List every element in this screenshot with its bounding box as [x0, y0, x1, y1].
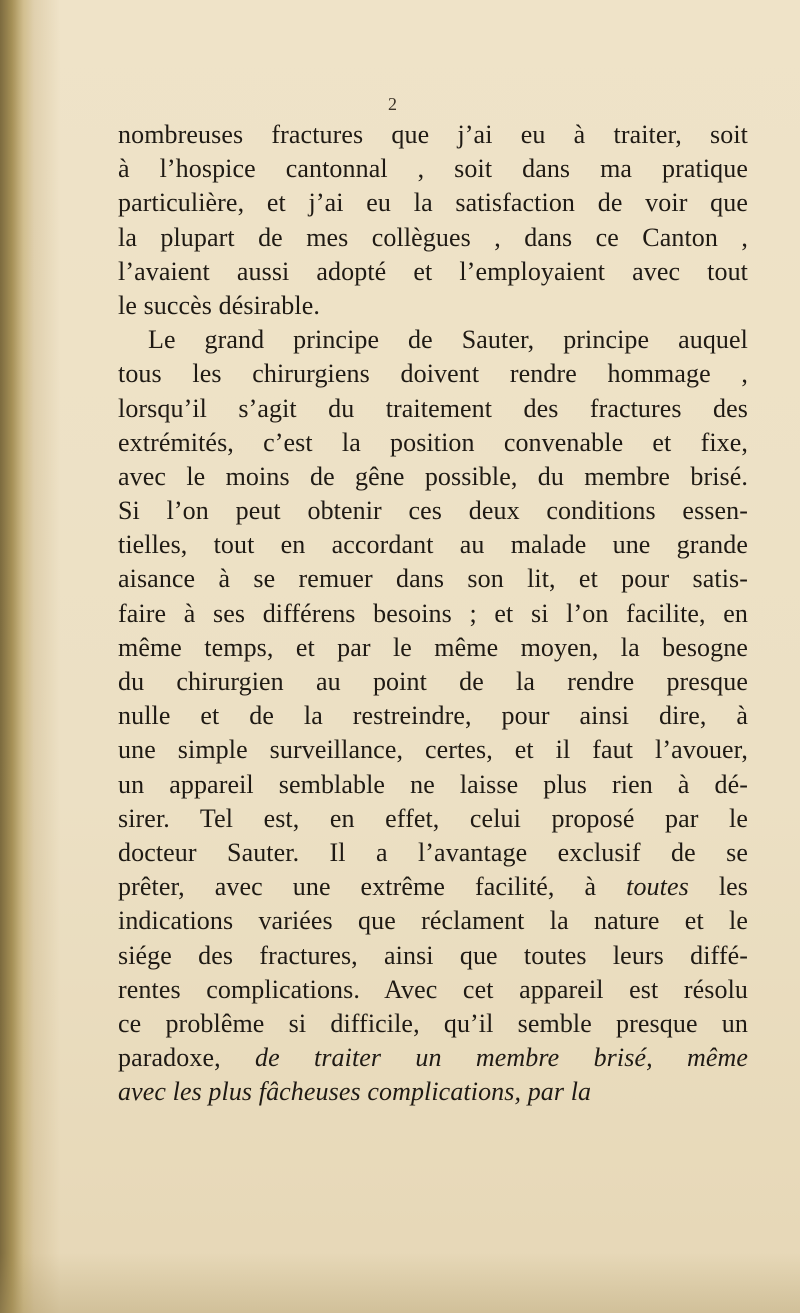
text-line: l’avaient aussi adopté et l’employaient avec tout	[118, 256, 748, 286]
text-line: siége des fractures, ainsi que toutes leurs diffé-	[118, 940, 748, 970]
text-line: ce problême si difficile, qu’il semble presque un	[118, 1008, 748, 1038]
text-line-mixed	[118, 1075, 748, 1109]
text-line: le succès désirable.	[118, 290, 320, 320]
text-line-mixed	[118, 1041, 748, 1075]
text-line: tous les chirurgiens doivent rendre hommage ,	[118, 359, 748, 389]
text-line: nulle et de la restreindre, pour ainsi dire, à	[118, 701, 748, 731]
text-line: Si l’on peut obtenir ces deux conditions essen-	[118, 496, 748, 526]
text-line: rentes complications. Avec cet appareil est résolu	[118, 974, 748, 1004]
text-line: à l’hospice cantonnal , soit dans ma pratique	[118, 154, 748, 184]
text-line: un appareil semblable ne laisse plus rien à dé-	[118, 769, 748, 799]
italic-segment: avec les plus fâcheuses complications	[118, 1077, 515, 1107]
page-binding-edge	[0, 0, 34, 1313]
text-line: indications variées que réclament la nature et le	[118, 906, 748, 936]
text-line: faire à ses différens besoins ; et si l’on facilite, en	[118, 598, 748, 628]
text-line: docteur Sauter. Il a l’avantage exclusif de se	[118, 837, 748, 867]
body-text	[118, 118, 748, 1109]
text-line: du chirurgien au point de la rendre presque	[118, 667, 748, 696]
page-number: 2	[388, 94, 397, 114]
text-line: même temps, et par le même moyen, la besogne	[118, 632, 748, 662]
text-segment: paradoxe,	[118, 1043, 221, 1073]
text-line-mixed	[118, 870, 748, 904]
text-line: Le grand principe de Sauter, principe auquel	[148, 325, 748, 355]
italic-segment: toutes	[626, 872, 689, 902]
italic-segment: de traiter un membre brisé, même	[254, 1043, 749, 1073]
text-line: aisance à se remuer dans son lit, et pour satis-	[118, 564, 748, 594]
text-line: extrémités, c’est la position convenable et fixe,	[118, 427, 748, 457]
text-line: une simple surveillance, certes, et il faut l’avouer,	[118, 735, 748, 765]
text-segment: , par la	[514, 1077, 592, 1107]
text-line: lorsqu’il s’agit du traitement des fractures des	[118, 393, 748, 423]
text-line: la plupart de mes collègues , dans ce Canton ,	[118, 222, 748, 252]
text-segment: prêter, avec une extrême facilité, à	[118, 872, 597, 902]
text-line: tielles, tout en accordant au malade une grande	[118, 530, 748, 560]
text-line: particulière, et j’ai eu la satisfaction de voir que	[118, 188, 748, 218]
text-line: sirer. Tel est, en effet, celui proposé par le	[118, 803, 748, 833]
text-line: avec le moins de gêne possible, du membre brisé.	[118, 461, 748, 491]
text-segment: les	[718, 872, 749, 902]
text-line: nombreuses fractures que j’ai eu à traiter, soit	[118, 120, 748, 149]
page-bottom-shade	[0, 1253, 800, 1313]
